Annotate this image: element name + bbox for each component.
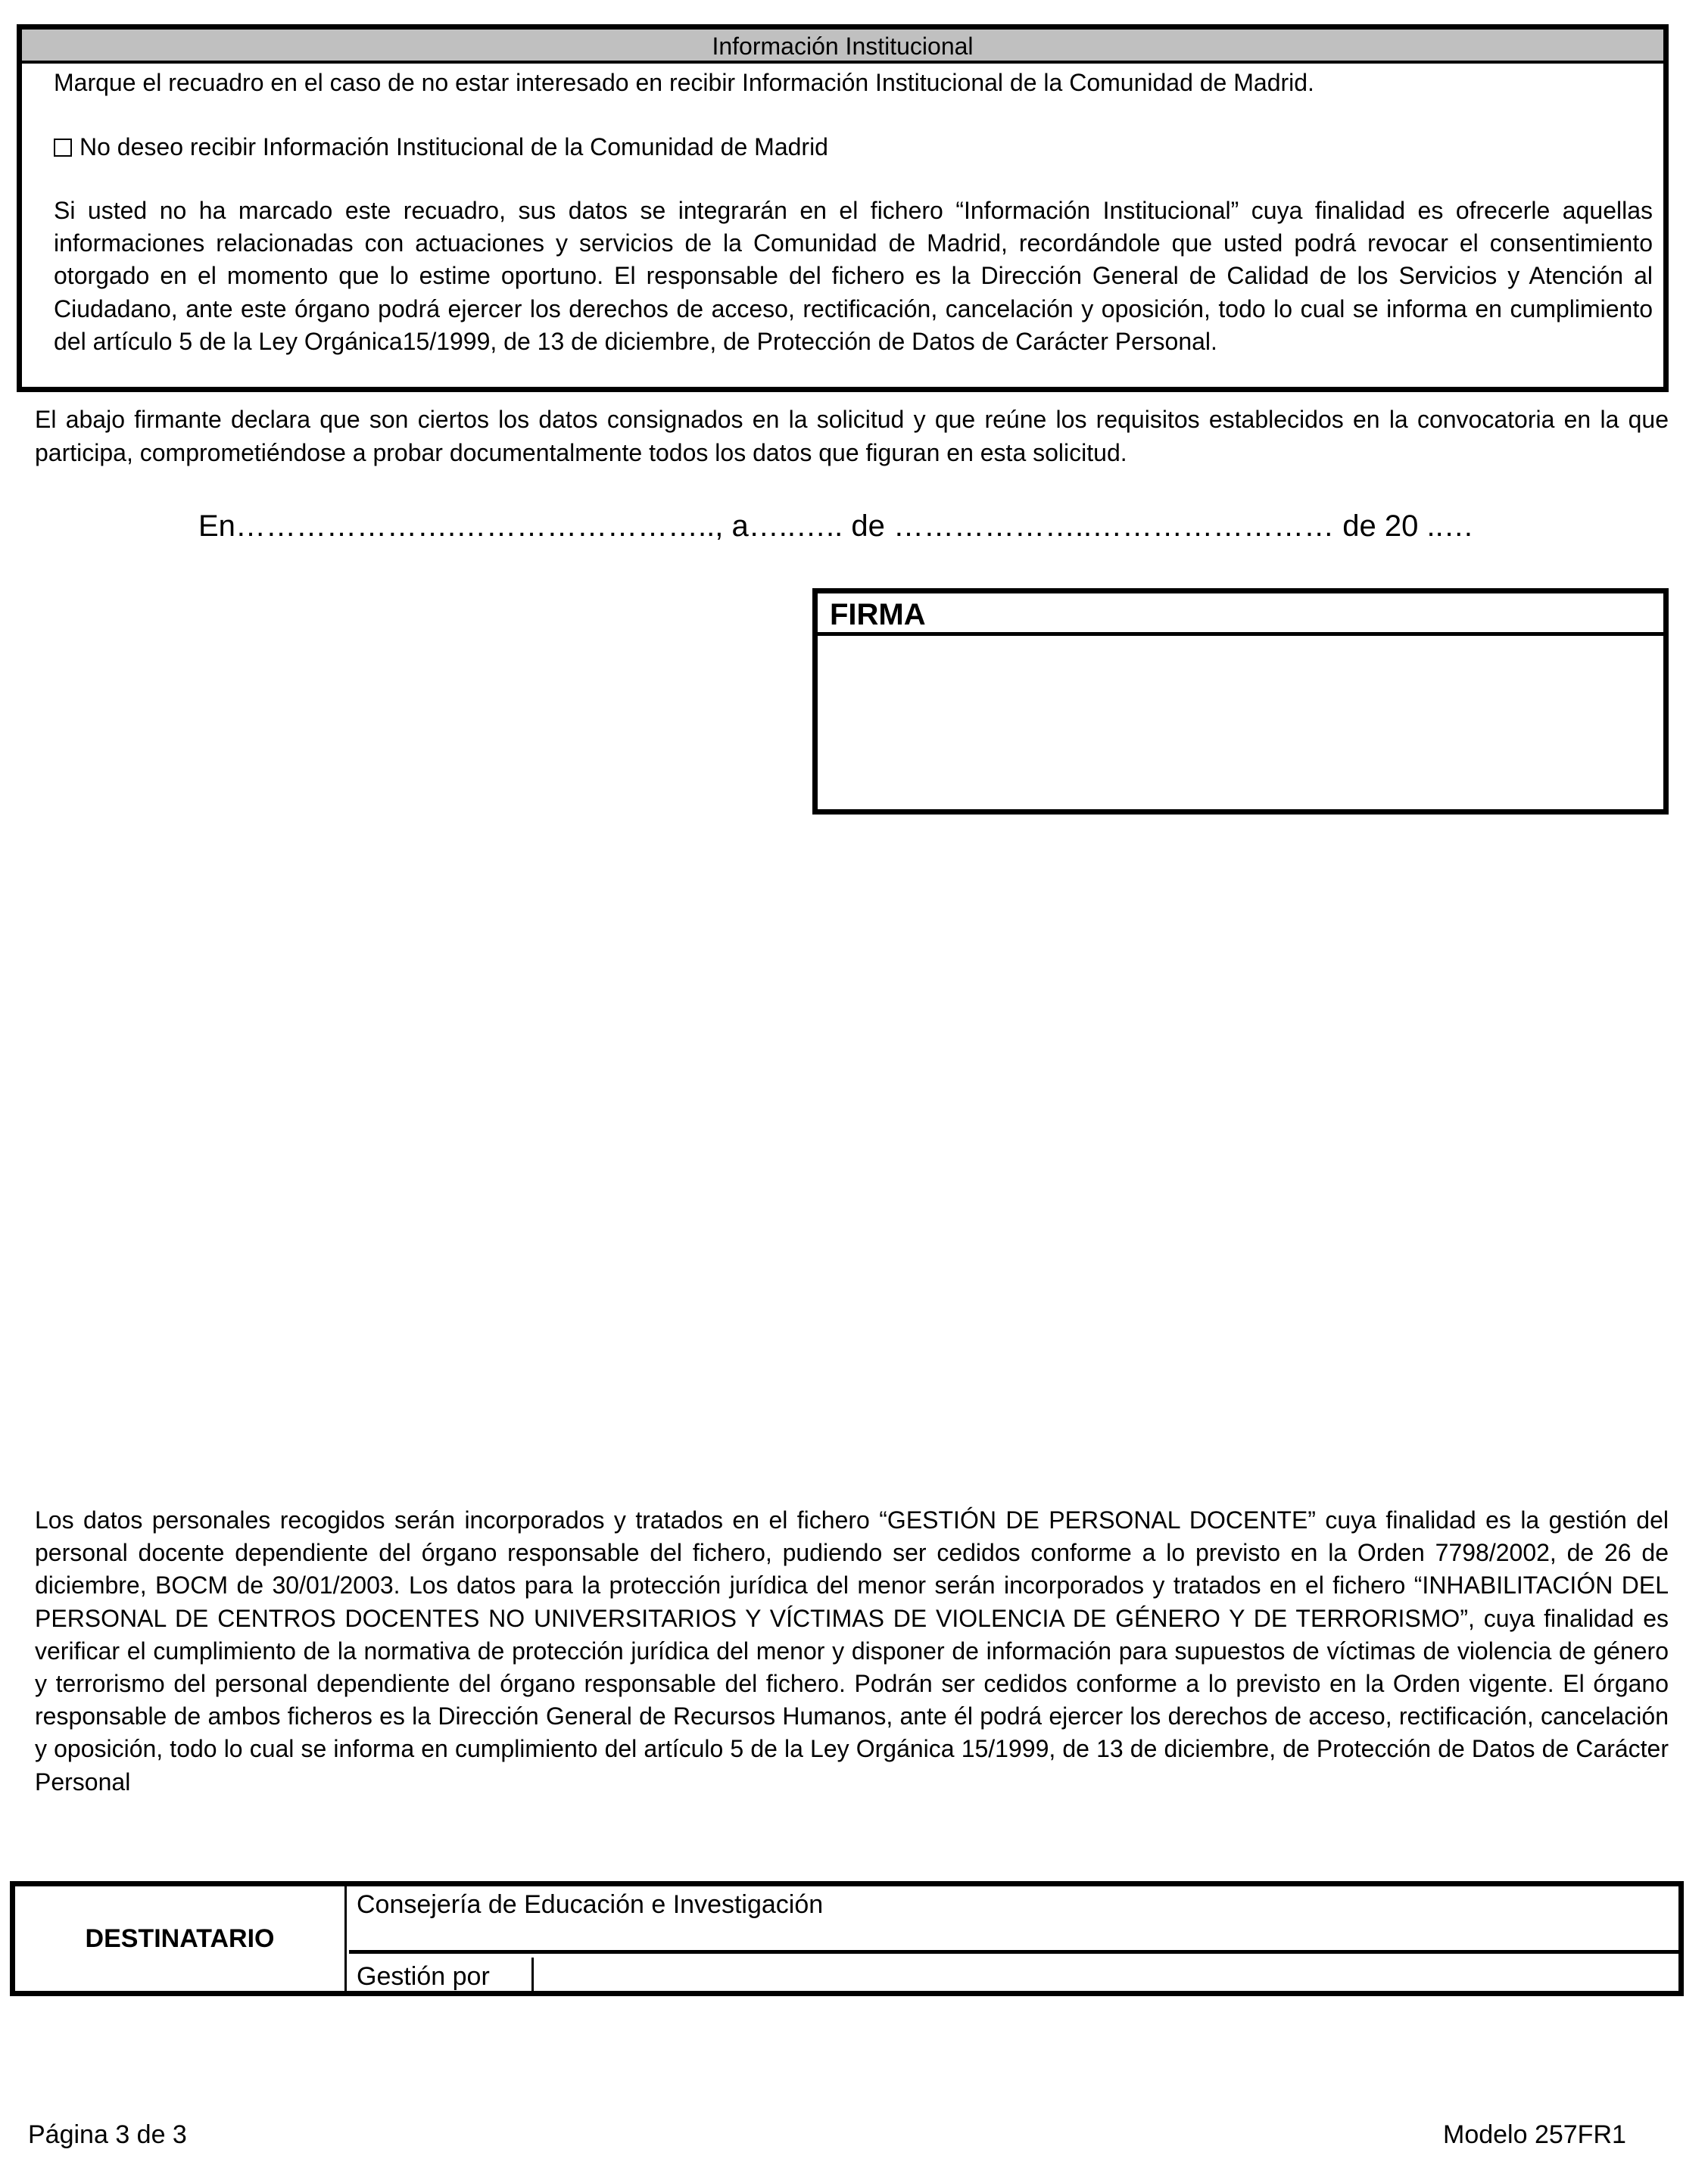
- info-institucional-section: [17, 24, 1669, 392]
- day-field[interactable]: …..…..: [748, 509, 843, 543]
- a-label: , a: [715, 509, 749, 543]
- info-body-text: Si usted no ha marcado este recuadro, sus datos se integrarán en el fichero “Información Institucional” cuya finalidad es ofrecerle aquellas informaciones relacionadas con actuaciones y servicios de la Comunidad de Madrid, recordándole que usted podrá revocar el consentimiento otorgado en el momento que lo estime oportuno. El responsable del fichero es la Dirección General de Calidad de los Servicios y Atención al Ciudadano, ante este órgano podrá ejercer los derechos de acceso, rectificación, cancelación y oposición, todo lo cual se informa en cumplimiento del artículo 5 de la Ley Orgánica15/1999, de 13 de diciembre, de Protección de Datos de Carácter Personal.: [54, 197, 1653, 355]
- gestion-por-label: Gestión por: [349, 1958, 534, 1991]
- year-prefix-label: de 20: [1334, 509, 1419, 543]
- opt-out-checkbox-row[interactable]: [54, 131, 828, 164]
- data-protection-notice: Los datos personales recogidos serán incorporados y tratados en el fichero “GESTIÓN DE PERSONAL DOCENTE” cuya finalidad es la gestión del personal docente dependiente del órgano responsable del fichero, pudiendo ser cedidos conforme a lo previsto en la Orden 7798/2002, de 26 de diciembre, BOCM de 30/01/2003. Los datos para la protección jurídica del menor serán incorporados y tratados en el fichero “INHABILITACIÓN DEL PERSONAL DE CENTROS DOCENTES NO UNIVERSITARIOS Y VÍCTIMAS DE VIOLENCIA DE GÉNERO Y DE TERRORISMO”, cuya finalidad es verificar el cumplimiento de la normativa de protección jurídica del menor y disponer de información para supuestos de víctimas de violencia de género y terrorismo del personal dependiente del órgano responsable del fichero. Podrán ser cedidos conforme a lo previsto en la Orden vigente. El órgano responsable de ambos ficheros es la Dirección General de Recursos Humanos, ante él podrá ejercer los derechos de acceso, rectificación, cancelación y oposición, todo lo cual se informa en cumplimiento del artículo 5 de la Ley Orgánica 15/1999, de 13 de diciembre, de Protección de Datos de Carácter Personal: [35, 1506, 1669, 1796]
- gestion-por-field[interactable]: [536, 1958, 1678, 1991]
- year-field[interactable]: ..…: [1418, 509, 1474, 543]
- signature-area[interactable]: [818, 636, 1663, 809]
- place-field[interactable]: ………………….……………………..: [235, 509, 715, 543]
- declaration-text: El abajo firmante declara que son ciertos los datos consignados en la solicitud y que reúne los requisitos establecidos en la convocatoria en la que participa, comprometiéndose a probar documentalmente todos los datos que figuran en esta solicitud.: [35, 406, 1669, 466]
- de-label: de: [843, 509, 893, 543]
- en-label: En: [198, 509, 235, 543]
- recipient-label: [15, 1886, 347, 1991]
- form-model-code: Modelo 257FR1: [1443, 2120, 1626, 2149]
- recipient-value: Consejería de Educación e Investigación: [349, 1886, 1678, 1954]
- section-header: Información Institucional: [22, 30, 1663, 64]
- opt-out-checkbox-label: No deseo recibir Información Institucional de la Comunidad de Madrid: [79, 133, 828, 160]
- opt-out-checkbox[interactable]: [54, 139, 72, 157]
- place-date-line: [198, 507, 1474, 545]
- recipient-table: [10, 1881, 1684, 1996]
- month-field[interactable]: ………………..……………………: [893, 509, 1335, 543]
- recipient-label-text: DESTINATARIO: [85, 1923, 275, 1953]
- signature-box: [812, 588, 1669, 815]
- signature-label: FIRMA: [818, 593, 1663, 636]
- page-number: Página 3 de 3: [28, 2120, 187, 2149]
- instruction-text: Marque el recuadro en el caso de no estar interesado en recibir Información Institucional de la Comunidad de Madrid.: [54, 69, 1314, 96]
